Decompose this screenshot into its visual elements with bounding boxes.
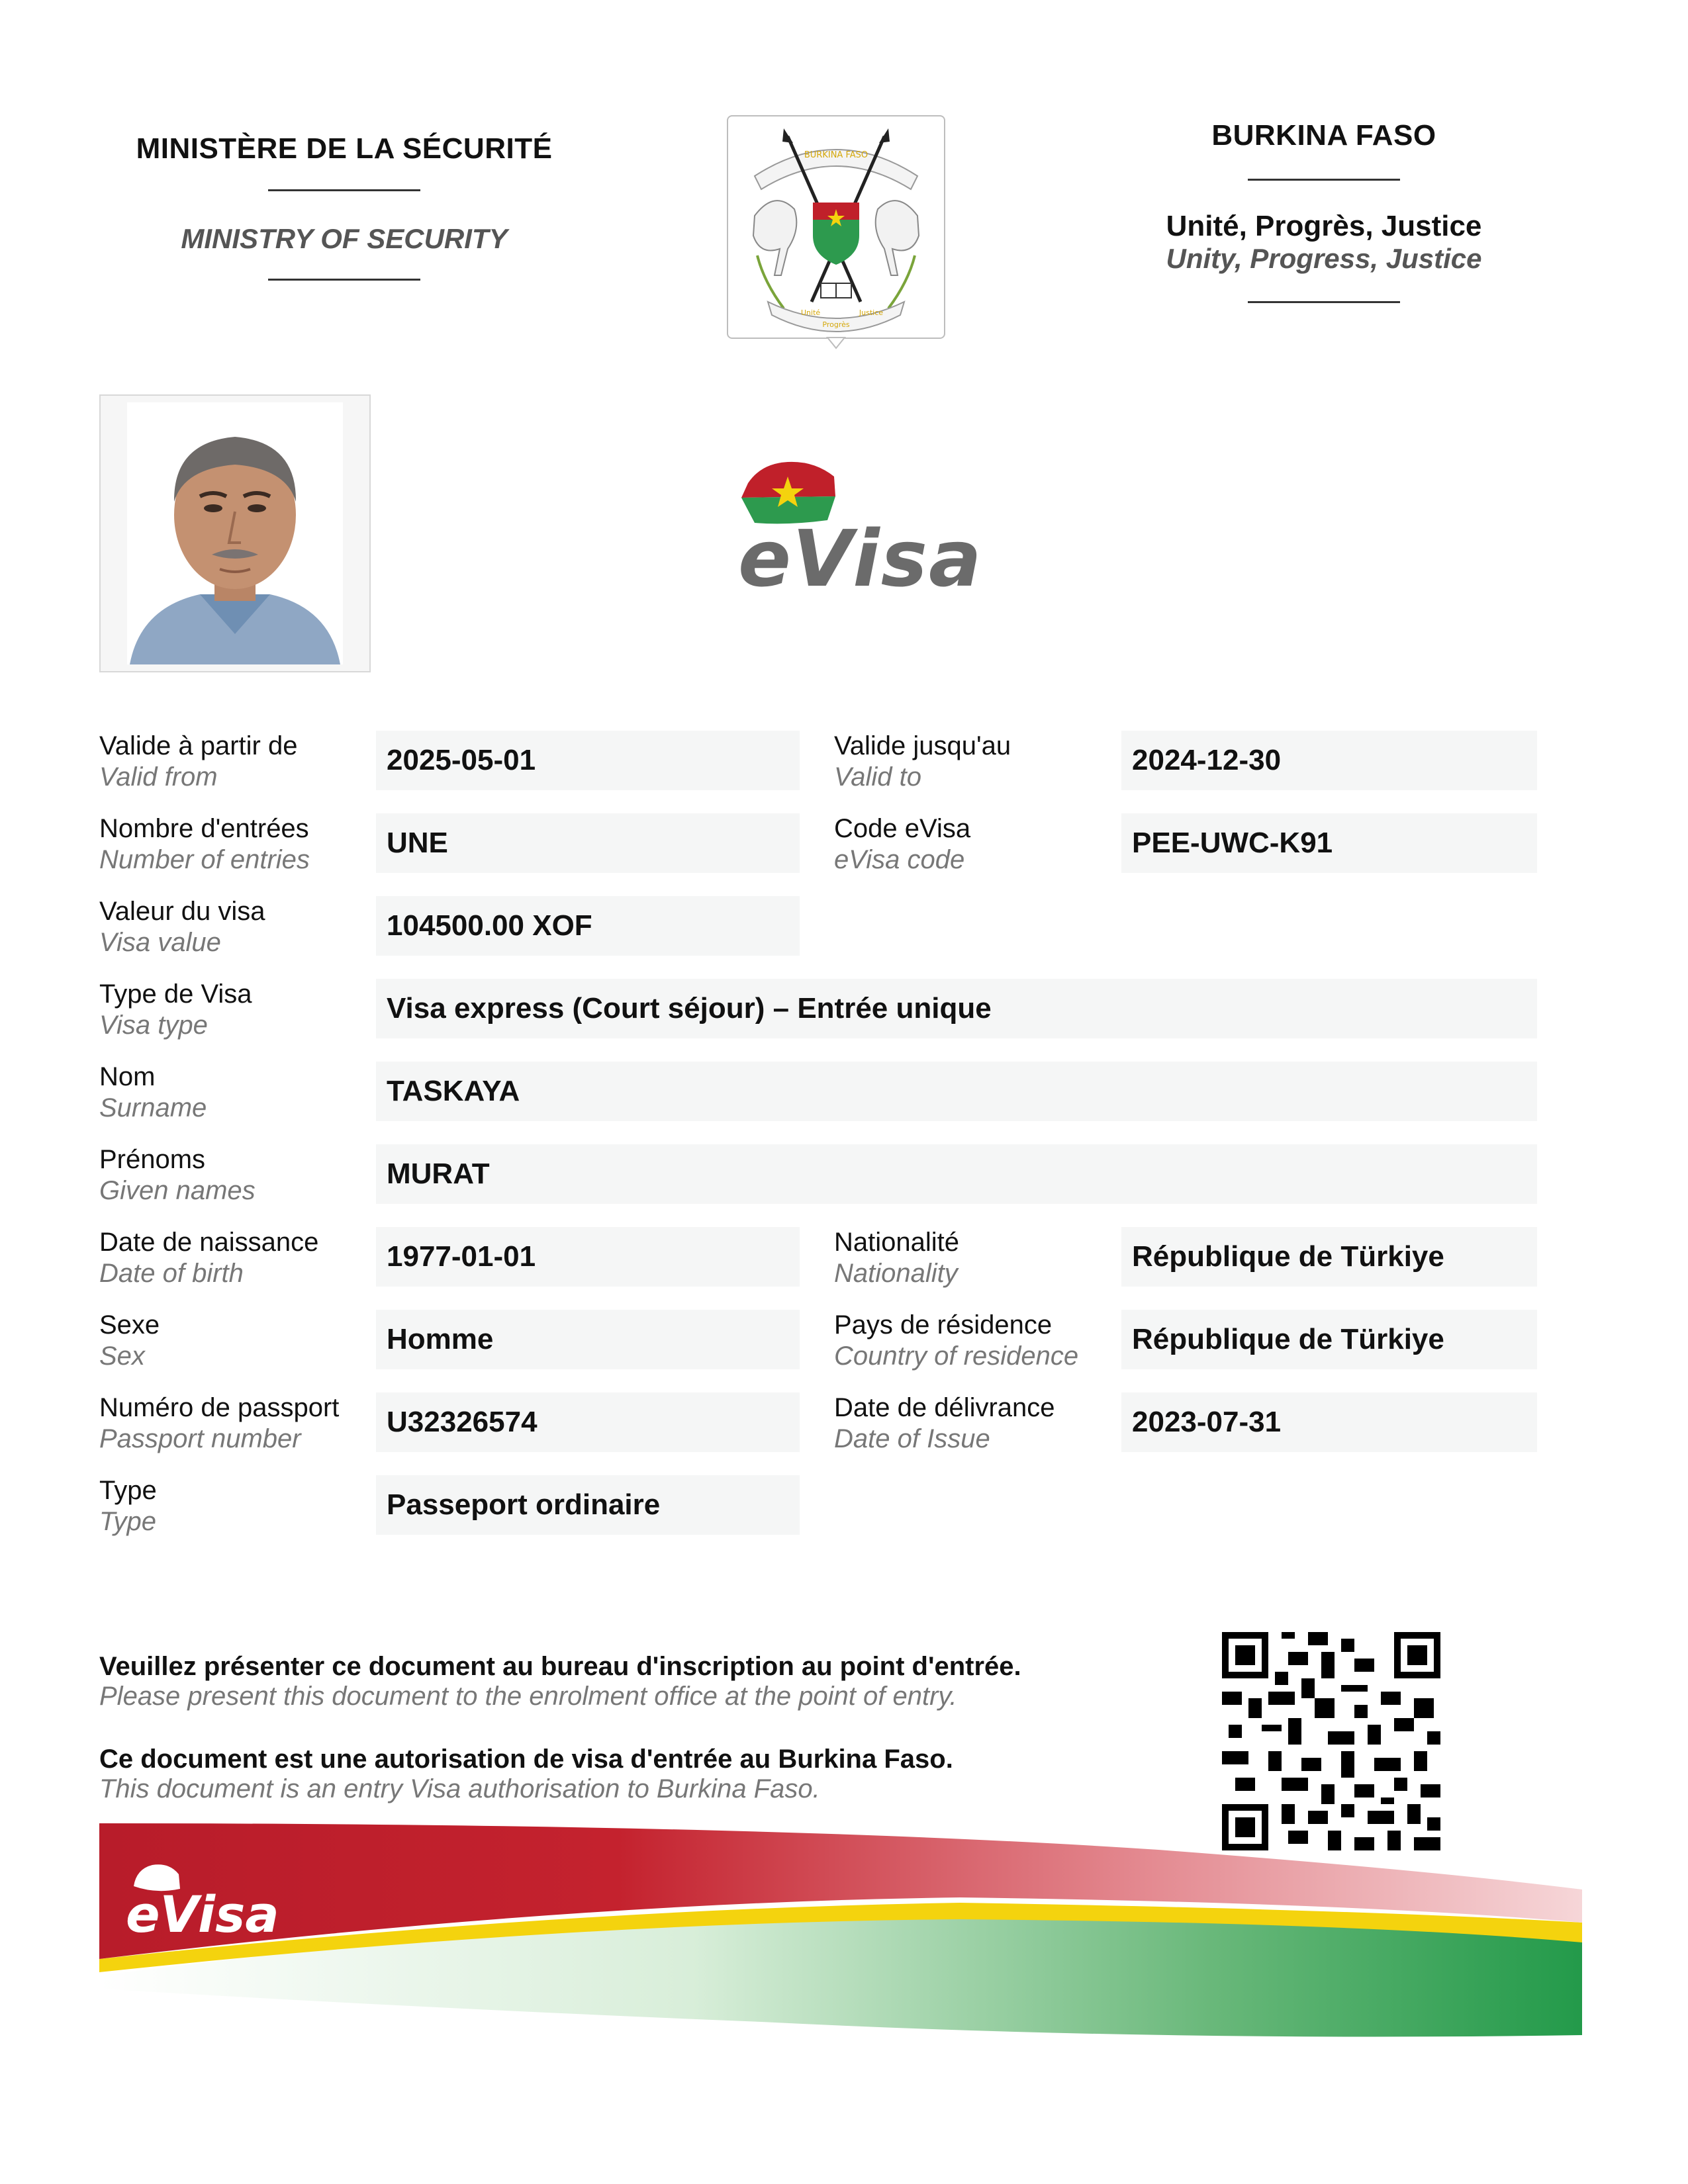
flag-wave-banner [99, 1823, 1582, 2048]
label-valid-from: Valide à partir de Valid from [99, 731, 298, 792]
evisa-logo-text: eVisa [738, 513, 983, 604]
footer-instructions [99, 1652, 1021, 1804]
motto-fr: Unité, Progrès, Justice [1166, 210, 1482, 242]
label-visa-type: Type de Visa Visa type [99, 979, 252, 1040]
value-entries: UNE [376, 813, 800, 873]
value-given-names: MURAT [376, 1144, 1537, 1204]
ministry-title-fr: MINISTÈRE DE LA SÉCURITÉ [136, 132, 553, 165]
divider [1248, 179, 1400, 181]
value-doc-type: Passeport ordinaire [376, 1475, 800, 1535]
label-given-names: Prénoms Given names [99, 1145, 256, 1205]
holder-photo [99, 394, 371, 672]
value-valid-to: 2024-12-30 [1121, 731, 1537, 790]
footer-line2-en: This document is an entry Visa authorisation to Burkina Faso. [99, 1774, 820, 1803]
coat-banner-text: BURKINA FASO [804, 150, 868, 160]
label-dob: Date de naissance Date of birth [99, 1228, 319, 1288]
banner-evisa-logo: eVisa [126, 1885, 279, 1944]
label-visa-value: Valeur du visa Visa value [99, 897, 265, 957]
value-residence: République de Türkiye [1121, 1310, 1537, 1369]
value-valid-from: 2025-05-01 [376, 731, 800, 790]
label-nationality: Nationalité Nationality [834, 1228, 960, 1288]
footer-line1-fr: Veuillez présenter ce document au bureau d'inscription au point d'entrée. [99, 1652, 1021, 1681]
footer-line1-en: Please present this document to the enrolment office at the point of entry. [99, 1682, 957, 1711]
value-evisa-code: PEE-UWC-K91 [1121, 813, 1537, 873]
label-sex: Sexe Sex [99, 1310, 160, 1371]
value-nationality: République de Türkiye [1121, 1227, 1537, 1287]
value-passport-number: U32326574 [376, 1392, 800, 1452]
coat-of-arms-emblem [728, 116, 944, 355]
motto-en: Unity, Progress, Justice [1166, 243, 1482, 274]
qr-code [1222, 1632, 1440, 1850]
coat-of-arms-frame [727, 115, 945, 339]
label-residence: Pays de résidence Country of residence [834, 1310, 1079, 1371]
divider [268, 189, 420, 191]
label-issue-date: Date de délivrance Date of Issue [834, 1393, 1055, 1453]
country-title: BURKINA FASO [1211, 119, 1436, 152]
footer-line2-fr: Ce document est une autorisation de visa d'entrée au Burkina Faso. [99, 1745, 953, 1774]
portrait-illustration [101, 396, 369, 671]
ribbon-word: Justice [859, 308, 884, 317]
country-header [1086, 119, 1562, 303]
value-surname: TASKAYA [376, 1062, 1537, 1121]
label-evisa-code: Code eVisa eVisa code [834, 814, 971, 874]
value-dob: 1977-01-01 [376, 1227, 800, 1287]
value-sex: Homme [376, 1310, 800, 1369]
divider [268, 279, 420, 281]
ministry-header [106, 132, 583, 281]
value-visa-value: 104500.00 XOF [376, 896, 800, 956]
ribbon-word: Unité [801, 308, 821, 317]
label-surname: Nom Surname [99, 1062, 207, 1122]
label-passport-number: Numéro de passport Passport number [99, 1393, 340, 1453]
label-doc-type: Type Type [99, 1476, 157, 1536]
label-valid-to: Valide jusqu'au Valid to [834, 731, 1011, 792]
ministry-title-en: MINISTRY OF SECURITY [181, 223, 508, 254]
label-entries: Nombre d'entrées Number of entries [99, 814, 310, 874]
ribbon-word: Progrès [822, 320, 850, 329]
value-issue-date: 2023-07-31 [1121, 1392, 1537, 1452]
divider [1248, 301, 1400, 303]
value-visa-type: Visa express (Court séjour) – Entrée unique [376, 979, 1537, 1038]
